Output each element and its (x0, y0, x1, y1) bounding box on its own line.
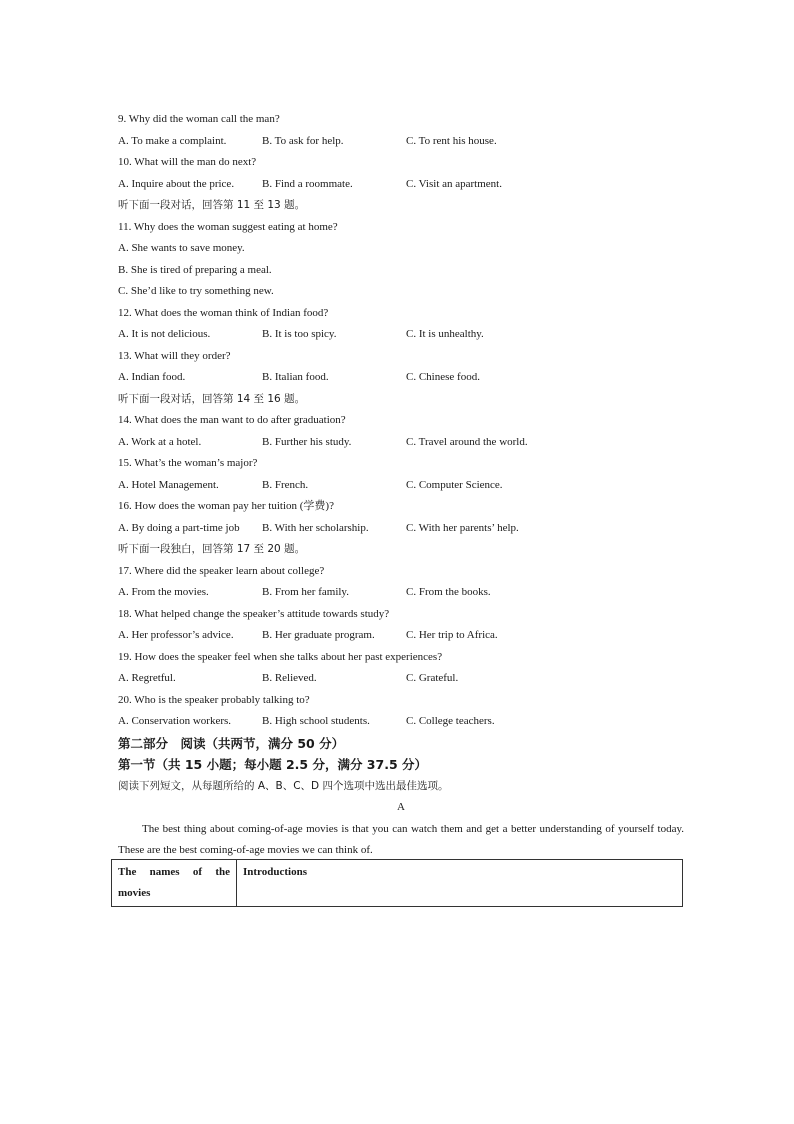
options-20 (118, 711, 684, 733)
instruction-17-20: 听下面一段独白，回答第 17 至 20 题。 (118, 543, 306, 555)
options-12 (118, 324, 684, 346)
header-introductions: Introductions (237, 860, 683, 907)
movies-table (111, 859, 683, 907)
question-14: 14. What does the man want to do after graduation? (118, 414, 346, 426)
option-a: A. Work at a hotel. (118, 435, 202, 448)
section-1-heading: 第一节（共 15 小题；每小题 2.5 分，满分 37.5 分） (118, 757, 427, 772)
question-10: 10. What will the man do next? (118, 156, 257, 168)
question-11: 11. Why does the woman suggest eating at home? (118, 220, 338, 233)
exam-page (118, 109, 684, 862)
option-a: A. To make a complaint. (118, 134, 227, 147)
option-11-c: C. She’d like to try something new. (118, 285, 274, 297)
instruction-11-13: 听下面一段对话，回答第 11 至 13 题。 (118, 199, 306, 211)
instruction-14-16: 听下面一段对话，回答第 14 至 16 题。 (118, 392, 306, 405)
question-18: 18. What helped change the speaker’s attitude towards study? (118, 607, 390, 620)
option-b: B. Italian food. (262, 371, 329, 383)
option-b: B. Further his study. (262, 435, 352, 448)
options-17 (118, 582, 684, 604)
option-b: B. It is too spicy. (262, 328, 337, 340)
question-19: 19. How does the speaker feel when she talks about her past experiences? (118, 650, 443, 663)
option-a: A. By doing a part-time job (118, 521, 240, 534)
question-12: 12. What does the woman think of Indian food? (118, 306, 329, 319)
option-a: A. Her professor’s advice. (118, 629, 234, 641)
question-16: 16. How does the woman pay her tuition (学费)? (118, 500, 334, 512)
question-20: 20. Who is the speaker probably talking to? (118, 693, 310, 706)
option-b: B. Find a roommate. (262, 177, 353, 190)
option-11-a: A. She wants to save money. (118, 242, 245, 254)
option-a: A. Regretful. (118, 672, 176, 684)
option-c: C. Grateful. (406, 672, 459, 684)
option-c: C. To rent his house. (406, 134, 497, 147)
options-18 (118, 625, 684, 647)
option-b: B. Relieved. (262, 672, 317, 684)
question-17: 17. Where did the speaker learn about college? (118, 564, 325, 577)
option-c: C. From the books. (406, 586, 491, 598)
option-b: B. From her family. (262, 586, 349, 598)
passage-label: A (397, 801, 405, 813)
option-c: C. Chinese food. (406, 371, 480, 383)
option-b: B. French. (262, 478, 309, 491)
part-2-heading: 第二部分 阅读（共两节，满分 50 分） (118, 735, 345, 751)
options-13 (118, 367, 684, 389)
option-11-b: B. She is tired of preparing a meal. (118, 263, 272, 276)
option-b: B. High school students. (262, 715, 370, 727)
option-c: C. Computer Science. (406, 478, 503, 491)
passage-paragraph: The best thing about coming-of-age movies is that you can watch them and get a better understanding of yourself today. These are the best coming-of-age movies we can think of. (118, 822, 684, 856)
option-a: A. From the movies. (118, 586, 209, 598)
question-9: 9. Why did the woman call the man? (118, 113, 280, 125)
table-header-row (112, 860, 683, 907)
option-c: C. Travel around the world. (406, 435, 528, 448)
option-c: C. With her parents’ help. (406, 521, 519, 534)
options-9 (118, 131, 684, 153)
options-15 (118, 475, 684, 497)
options-14 (118, 432, 684, 454)
option-b: B. Her graduate program. (262, 629, 375, 641)
option-a: A. Hotel Management. (118, 478, 219, 491)
header-movie-names: The names of the movies (112, 860, 237, 907)
options-10 (118, 174, 684, 196)
option-c: C. It is unhealthy. (406, 328, 484, 340)
option-b: B. With her scholarship. (262, 521, 369, 534)
option-a: A. It is not delicious. (118, 328, 211, 340)
options-16 (118, 518, 684, 540)
option-c: C. College teachers. (406, 715, 495, 727)
option-b: B. To ask for help. (262, 134, 344, 147)
option-a: A. Inquire about the price. (118, 177, 235, 190)
reading-instruction: 阅读下列短文，从每题所给的 A、B、C、D 四个选项中选出最佳选项。 (118, 779, 449, 792)
option-c: C. Visit an apartment. (406, 177, 502, 190)
options-19 (118, 668, 684, 690)
option-a: A. Conservation workers. (118, 715, 232, 727)
option-a: A. Indian food. (118, 371, 186, 383)
question-15: 15. What’s the woman’s major? (118, 457, 258, 469)
option-c: C. Her trip to Africa. (406, 629, 498, 641)
question-13: 13. What will they order? (118, 349, 231, 362)
